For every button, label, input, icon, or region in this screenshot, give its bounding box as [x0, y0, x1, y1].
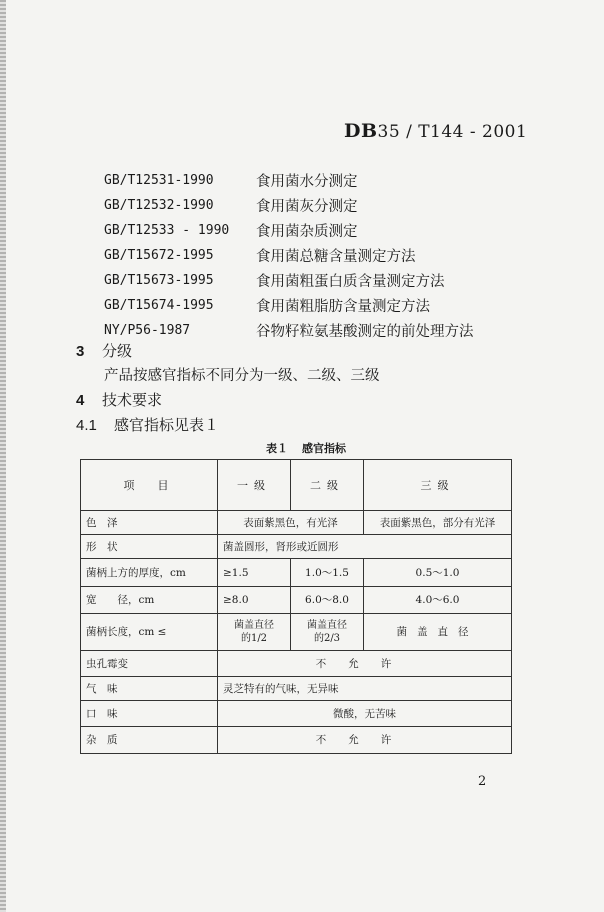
section-3-heading	[76, 340, 132, 361]
section-4-heading	[76, 389, 162, 410]
cell-value: 不允许	[218, 726, 512, 753]
reference-code: GB/T12532-1990	[104, 198, 214, 213]
table-number: 表１	[266, 442, 288, 455]
table-row	[81, 510, 512, 534]
document-code-number: 35 / T144 - 2001	[377, 122, 528, 142]
table-row	[81, 586, 512, 613]
cell-line: 菌盖直径	[307, 619, 347, 631]
table-row	[81, 559, 512, 586]
cell-line: 的2/3	[313, 632, 341, 644]
section-number: 3	[76, 343, 85, 360]
reference-item	[104, 268, 474, 293]
header-grade-2: 二级	[291, 460, 364, 511]
table-row	[81, 701, 512, 726]
reference-title: 食用菌杂质测定	[256, 224, 358, 240]
row-label: 宽 径，cm	[81, 586, 218, 613]
scan-binding-edge	[0, 0, 6, 912]
cell-line: 菌盖直径	[234, 619, 274, 631]
cell-value	[218, 614, 291, 650]
table-row	[81, 650, 512, 676]
reference-title: 食用菌水分测定	[256, 174, 358, 190]
row-label: 虫孔霉变	[81, 650, 218, 676]
reference-item	[104, 168, 474, 193]
cell-value: ≥8.0	[218, 586, 291, 613]
header-item: 项 目	[81, 460, 218, 511]
cell-value: 微酸，无苦味	[218, 701, 512, 726]
table-title: 感官指标	[302, 442, 346, 455]
cell-value: 表面紫黑色，有光泽	[218, 510, 364, 534]
row-label: 形 状	[81, 535, 218, 559]
cell-value: 菌盖直径	[364, 614, 512, 650]
page-number: 2	[478, 774, 487, 789]
reference-code: GB/T12531-1990	[104, 173, 214, 188]
row-label: 色 泽	[81, 510, 218, 534]
cell-value: ≥1.5	[218, 559, 291, 586]
cell-value: 0.5～1.0	[364, 559, 512, 586]
table-caption	[266, 440, 360, 456]
row-label: 杂 质	[81, 726, 218, 753]
reference-title: 食用菌粗脂肪含量测定方法	[256, 299, 430, 315]
table-row	[81, 614, 512, 650]
subsection-title: 感官指标见表１	[114, 416, 220, 434]
reference-item	[104, 193, 474, 218]
reference-code: NY/P56-1987	[104, 323, 191, 338]
table-row	[81, 726, 512, 753]
row-label: 口 味	[81, 701, 218, 726]
reference-item	[104, 243, 474, 268]
section-title: 技术要求	[102, 391, 163, 409]
reference-item	[104, 218, 474, 243]
cell-value: 表面紫黑色，部分有光泽	[364, 510, 512, 534]
reference-title: 谷物籽粒氨基酸测定的前处理方法	[256, 324, 474, 340]
row-label: 菌柄长度，cm ≤	[81, 614, 218, 650]
reference-code: GB/T15672-1995	[104, 248, 214, 263]
table-row	[81, 535, 512, 559]
subsection-4-1	[76, 414, 219, 435]
reference-item	[104, 293, 474, 318]
document-code-prefix: DB	[344, 120, 378, 142]
cell-value: 1.0～1.5	[291, 559, 364, 586]
reference-code: GB/T15673-1995	[104, 273, 214, 288]
section-3-text: 产品按感官指标不同分为一级、二级、三级	[104, 368, 380, 384]
row-label: 气 味	[81, 676, 218, 700]
table-header-row	[81, 460, 512, 511]
reference-code: GB/T12533 - 1990	[104, 223, 230, 238]
section-number: 4	[76, 392, 85, 409]
cell-value: 4.0～6.0	[364, 586, 512, 613]
subsection-number: 4.1	[76, 417, 97, 434]
header-grade-3: 三级	[364, 460, 512, 511]
header-grade-1: 一级	[218, 460, 291, 511]
document-code	[344, 120, 527, 142]
cell-value	[291, 614, 364, 650]
cell-line: 的1/2	[240, 632, 268, 644]
reference-item	[104, 318, 474, 343]
reference-title: 食用菌总糖含量测定方法	[256, 249, 416, 265]
sensory-index-table	[80, 459, 512, 754]
section-title: 分级	[102, 342, 133, 360]
reference-list	[104, 168, 474, 343]
cell-value: 6.0～8.0	[291, 586, 364, 613]
cell-value: 菌盖圆形，肾形或近圆形	[218, 535, 512, 559]
reference-code: GB/T15674-1995	[104, 298, 214, 313]
cell-value: 不允许	[218, 650, 512, 676]
row-label: 菌柄上方的厚度，cm	[81, 559, 218, 586]
table-row	[81, 676, 512, 700]
cell-value: 灵芝特有的气味，无异味	[218, 676, 512, 700]
reference-title: 食用菌粗蛋白质含量测定方法	[256, 274, 445, 290]
reference-title: 食用菌灰分测定	[256, 199, 358, 215]
